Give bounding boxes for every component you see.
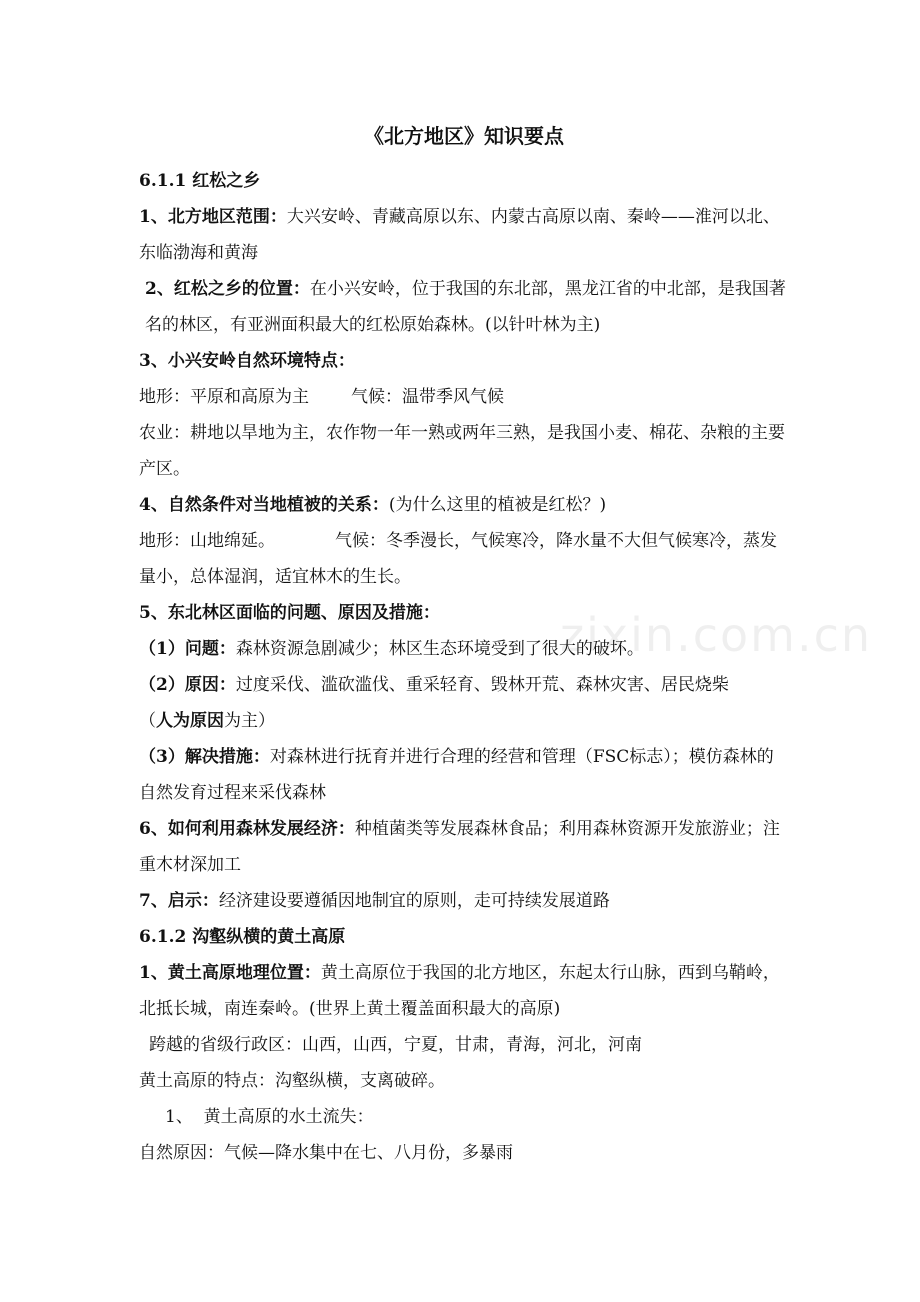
paragraph-region bbox=[139, 199, 789, 271]
section-heading-1: 6.1.1 红松之乡 bbox=[139, 171, 261, 191]
paragraph-loess-location bbox=[139, 955, 789, 1027]
paragraph-label: 3、小兴安岭自然环境特点： bbox=[139, 351, 355, 371]
climate-text: 气候：冬季漫长，气候寒冷，降水量不大但气候寒冷，蒸发量小，总体湿润，适宜林木的生长。 bbox=[139, 531, 777, 587]
paragraph-location bbox=[139, 271, 789, 343]
paragraph-insight bbox=[139, 883, 789, 919]
item-label: （1）问题： bbox=[139, 639, 236, 659]
solution-item bbox=[139, 739, 789, 811]
paragraph-label: 1、黄土高原地理位置： bbox=[139, 963, 321, 983]
paragraph-vegetation bbox=[139, 487, 789, 523]
agriculture-text: 农业：耕地以旱地为主，农作物一年一熟或两年三熟，是我国小麦、棉花、杂粮的主要产区。 bbox=[139, 423, 785, 479]
paragraph-label: 2、红松之乡的位置： bbox=[145, 279, 310, 299]
vegetation-conditions bbox=[139, 523, 789, 595]
paragraph-text: 经济建设要遵循因地制宜的原则，走可持续发展道路 bbox=[218, 891, 610, 911]
item-emphasis: 人为原因 bbox=[156, 711, 224, 731]
paragraph-text: 大兴安岭、青藏高原以东、内蒙古高原以南、秦岭——淮河以北、东临渤海和黄海 bbox=[139, 207, 780, 263]
list-number: 1、 bbox=[165, 1107, 193, 1127]
item-text: 对森林进行抚育并进行合理的经营和管理（FSC标志）；模仿森林的自然发育过程来采伐森林 bbox=[139, 747, 774, 803]
terrain-text: 地形：山地绵延。 bbox=[139, 531, 275, 551]
paragraph-text: 在小兴安岭，位于我国的东北部，黑龙江省的中北部，是我国著名的林区，有亚洲面积最大的红松原始森林。(以针叶林为主) bbox=[145, 279, 786, 335]
problem-item bbox=[139, 631, 789, 667]
section-heading-2: 6.1.2 沟壑纵横的黄土高原 bbox=[139, 927, 346, 947]
soil-erosion-item bbox=[139, 1099, 789, 1135]
paragraph-economy bbox=[139, 811, 789, 883]
paragraph-label: 4、自然条件对当地植被的关系： bbox=[139, 495, 389, 515]
environment-row bbox=[139, 379, 789, 415]
item-text: 过度采伐、滥砍滥伐、重采轻育、毁林开荒、森林灾害、居民烧柴 bbox=[235, 675, 729, 695]
item-text: 森林资源急剧减少；林区生态环境受到了很大的破坏。 bbox=[235, 639, 644, 659]
item-paren: （ bbox=[139, 711, 156, 731]
terrain-text: 地形：平原和高原为主 bbox=[139, 387, 309, 407]
document-title: 《北方地区》知识要点 bbox=[364, 124, 564, 148]
watermark: zixin.com.cn bbox=[560, 608, 873, 662]
list-text: 黄土高原的水土流失： bbox=[203, 1107, 374, 1127]
document-body bbox=[139, 121, 789, 1171]
provinces-text: 跨越的省级行政区：山西，山西，宁夏，甘肃，青海，河北，河南 bbox=[149, 1035, 642, 1055]
paragraph-text: (为什么这里的植被是红松？) bbox=[388, 495, 607, 515]
cause-item bbox=[139, 667, 789, 739]
item-tail: 为主） bbox=[224, 711, 275, 731]
features-text: 黄土高原的特点：沟壑纵横，支离破碎。 bbox=[139, 1071, 445, 1091]
paragraph-text: 种植菌类等发展森林食品；利用森林资源开发旅游业；注重木材深加工 bbox=[139, 819, 780, 875]
paragraph-label: 5、东北林区面临的问题、原因及措施： bbox=[139, 603, 440, 623]
natural-cause-text: 自然原因：气候—降水集中在七、八月份，多暴雨 bbox=[139, 1143, 513, 1163]
item-label: （3）解决措施： bbox=[139, 747, 270, 767]
paragraph-text: 黄土高原位于我国的北方地区，东起太行山脉，西到乌鞘岭，北抵长城，南连秦岭。(世界上黄土覆盖面积最大的高原) bbox=[139, 963, 780, 1019]
paragraph-label: 6、如何利用森林发展经济： bbox=[139, 819, 355, 839]
item-label: （2）原因： bbox=[139, 675, 236, 695]
paragraph-label: 7、启示： bbox=[139, 891, 219, 911]
climate-text: 气候：温带季风气候 bbox=[351, 387, 504, 407]
paragraph-label: 1、北方地区范围： bbox=[139, 207, 287, 227]
